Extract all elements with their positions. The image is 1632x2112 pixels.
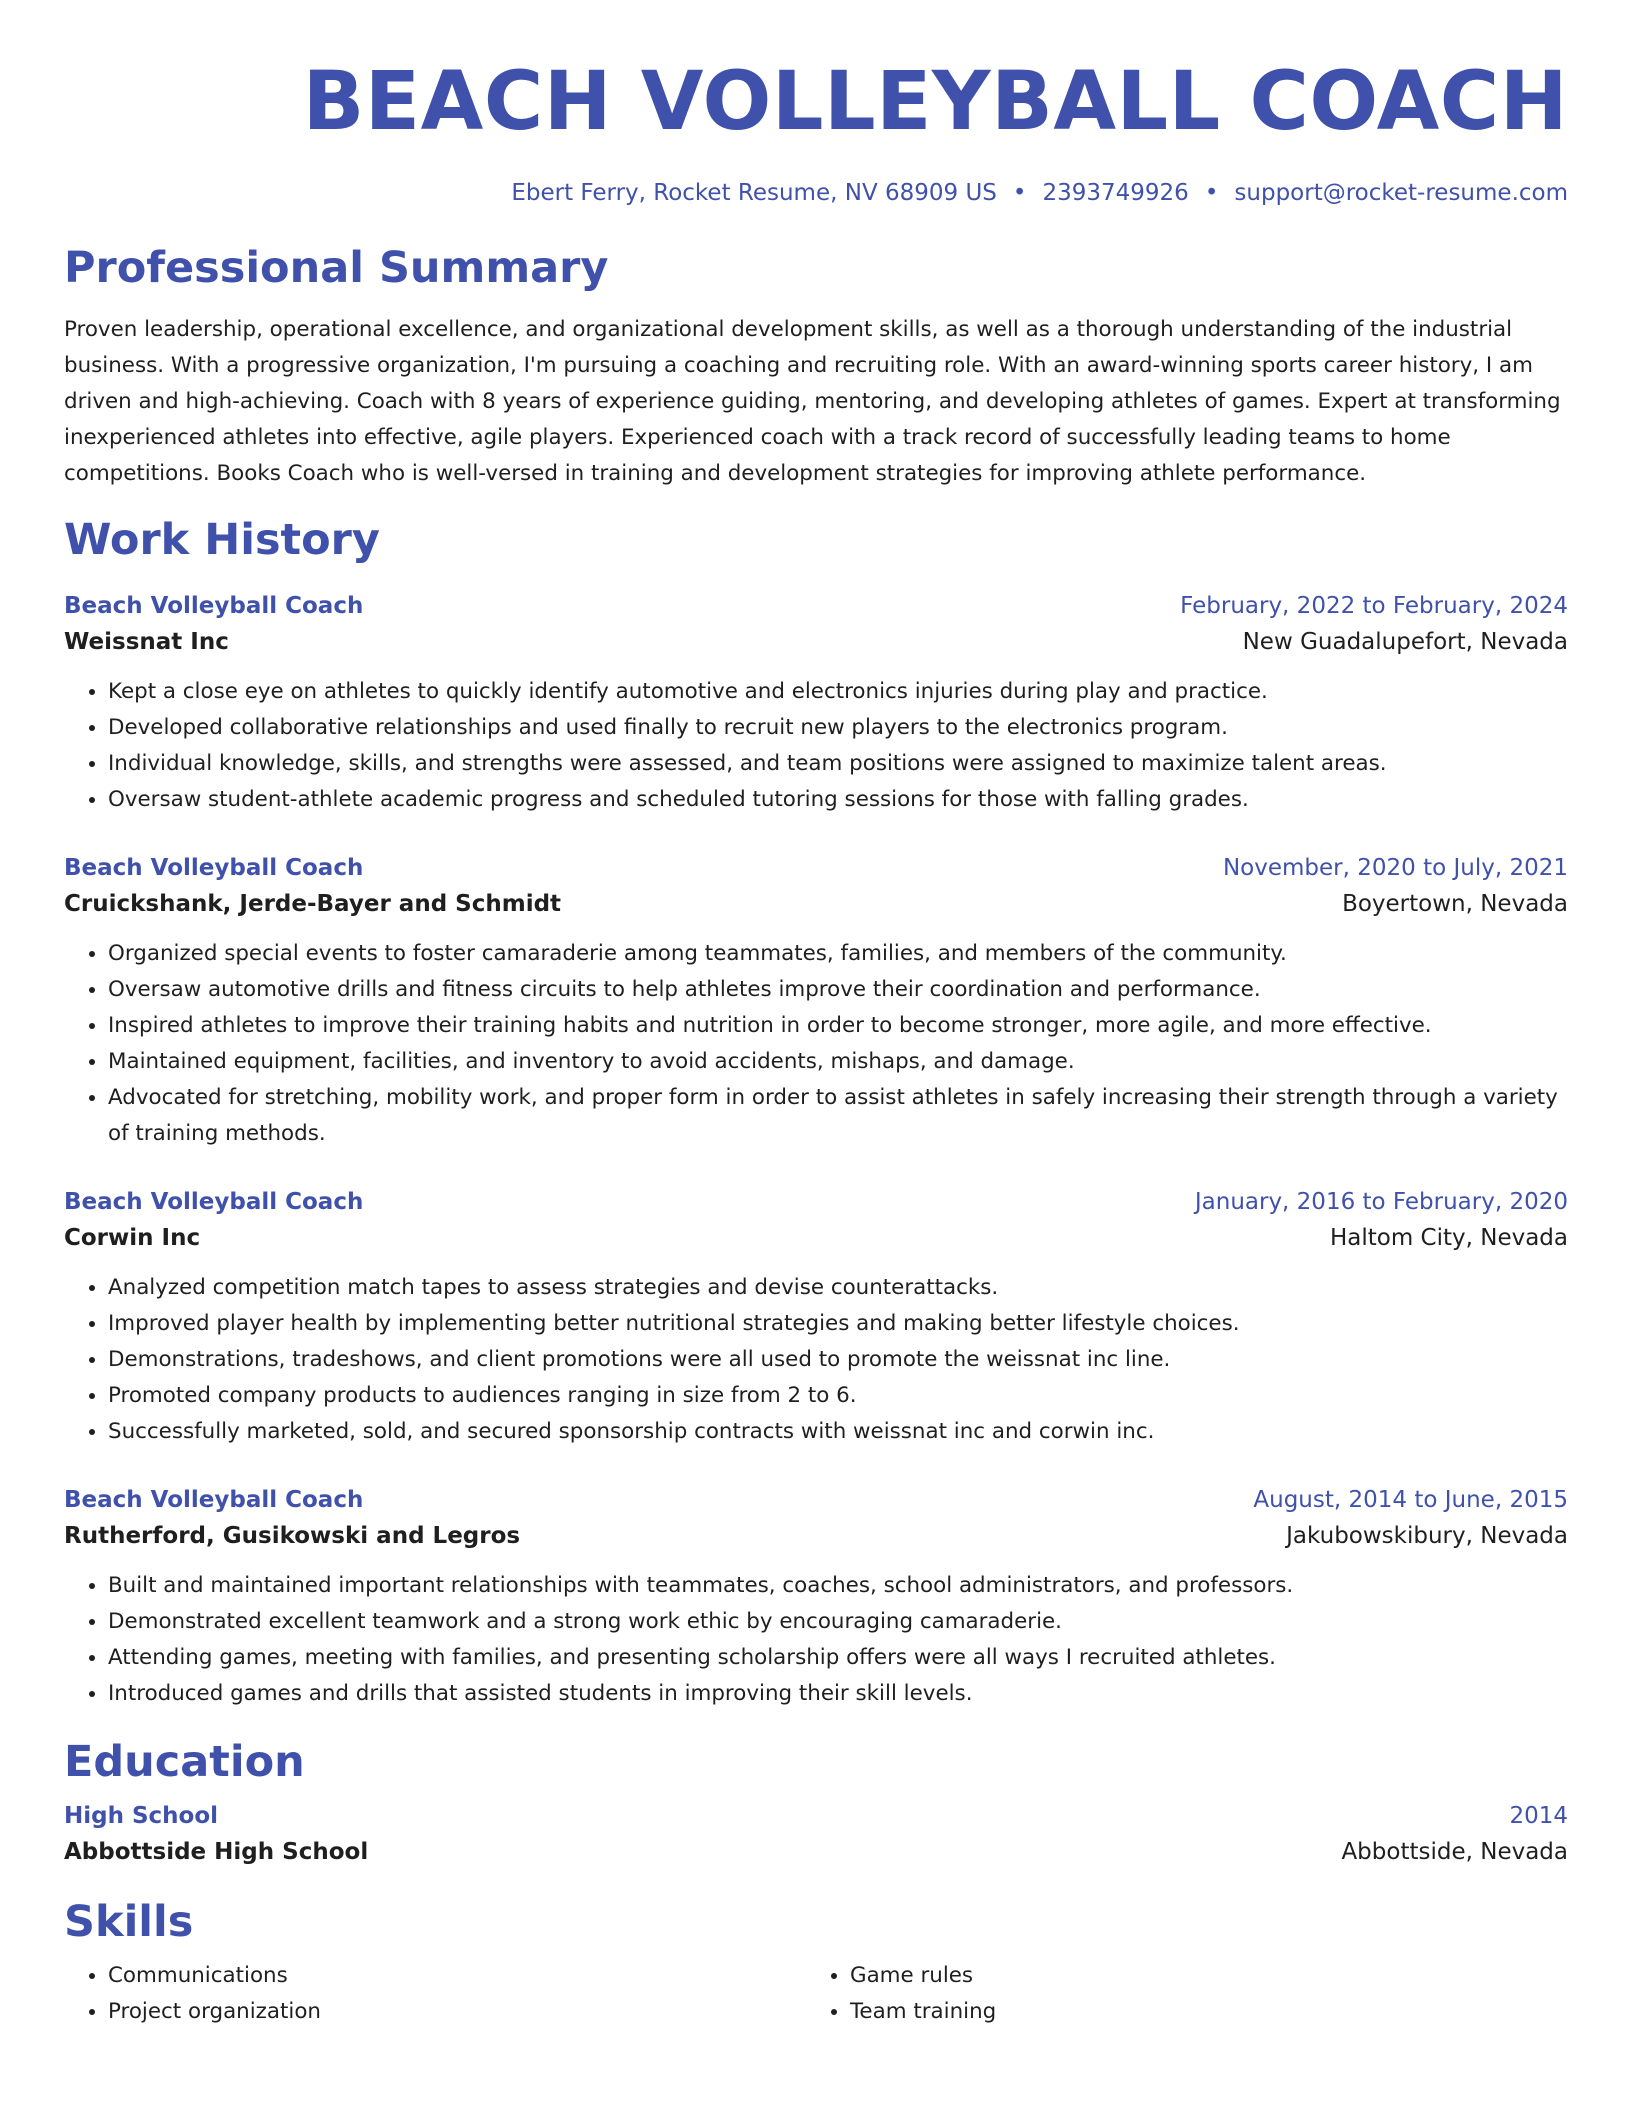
job-bullets: [64, 674, 1568, 818]
list-item: • Built and maintained important relationships with teammates, coaches, school administrators, and professors.: [108, 1568, 1568, 1604]
list-item: • Demonstrations, tradeshows, and client promotions were all used to promote the weissnat inc line.: [108, 1342, 1568, 1378]
job-company: Cruickshank, Jerde-Bayer and Schmidt: [64, 891, 562, 917]
job-dates: November, 2020 to July, 2021: [1222, 855, 1568, 881]
list-item: • Analyzed competition match tapes to assess strategies and devise counterattacks.: [108, 1270, 1568, 1306]
list-item: • Maintained equipment, facilities, and inventory to avoid accidents, mishaps, and damage.: [108, 1044, 1568, 1080]
list-item: • Advocated for stretching, mobility work, and proper form in order to assist athletes in safely increasing their strength through a variety of training methods.: [108, 1080, 1568, 1152]
education-school: Abbottside High School: [64, 1839, 369, 1865]
job-entry: [64, 1184, 1568, 1450]
skills-heading: Skills: [64, 1897, 194, 1947]
skill-item: • Communications: [108, 1958, 806, 1994]
job-company: Weissnat Inc: [64, 629, 229, 655]
education-entry: [64, 1798, 1568, 1870]
job-location: Haltom City, Nevada: [1329, 1225, 1568, 1251]
work-history-heading: Work History: [64, 515, 380, 565]
job-bullets: [64, 1270, 1568, 1450]
education-location: Abbottside, Nevada: [1341, 1839, 1568, 1865]
list-item: • Individual knowledge, skills, and strengths were assessed, and team positions were assigned to maximize talent areas.: [108, 746, 1568, 782]
job-location: Jakubowskibury, Nevada: [1286, 1523, 1568, 1549]
list-item: • Demonstrated excellent teamwork and a strong work ethic by encouraging camaraderie.: [108, 1604, 1568, 1640]
list-item: • Organized special events to foster camaraderie among teammates, families, and members of the community.: [108, 936, 1568, 972]
job-company-row: [64, 624, 1568, 660]
job-title: Beach Volleyball Coach: [64, 593, 364, 619]
job-dates: February, 2022 to February, 2024: [1180, 593, 1568, 619]
job-dates: January, 2016 to February, 2020: [1194, 1189, 1568, 1215]
skill-item: • Team training: [850, 1994, 1548, 2030]
education-school-row: [64, 1834, 1568, 1870]
list-item: • Developed collaborative relationships and used finally to recruit new players to the electronics program.: [108, 710, 1568, 746]
list-item: • Oversaw student-athlete academic progress and scheduled tutoring sessions for those with falling grades.: [108, 782, 1568, 818]
skills-column-left: [64, 1958, 806, 2030]
list-item: • Promoted company products to audiences ranging in size from 2 to 6.: [108, 1378, 1568, 1414]
list-item: • Oversaw automotive drills and fitness circuits to help athletes improve their coordination and performance.: [108, 972, 1568, 1008]
job-company: Rutherford, Gusikowski and Legros: [64, 1523, 521, 1549]
job-entry: [64, 850, 1568, 1152]
job-company-row: [64, 886, 1568, 922]
skill-item: • Game rules: [850, 1958, 1548, 1994]
list-item: • Improved player health by implementing better nutritional strategies and making better lifestyle choices.: [108, 1306, 1568, 1342]
job-entry: [64, 1482, 1568, 1712]
list-item: • Introduced games and drills that assisted students in improving their skill levels.: [108, 1676, 1568, 1712]
job-company: Corwin Inc: [64, 1225, 201, 1251]
job-entry: [64, 588, 1568, 818]
job-title: Beach Volleyball Coach: [64, 855, 364, 881]
job-company-row: [64, 1518, 1568, 1554]
contact-phone: 2393749926: [1042, 180, 1189, 206]
job-location: New Guadalupefort, Nevada: [1242, 629, 1568, 655]
contact-email: support@rocket-resume.com: [1234, 180, 1568, 206]
contact-separator: •: [1012, 180, 1027, 206]
education-year: 2014: [1509, 1803, 1568, 1829]
education-degree-row: [64, 1798, 1568, 1834]
resume-header: [64, 0, 1568, 208]
list-item: • Successfully marketed, sold, and secured sponsorship contracts with weissnat inc and corwin inc.: [108, 1414, 1568, 1450]
summary-heading: Professional Summary: [64, 243, 609, 293]
education-heading: Education: [64, 1737, 305, 1787]
job-title: Beach Volleyball Coach: [64, 1487, 364, 1513]
resume-page: [64, 0, 1568, 2030]
job-title-row: [64, 1184, 1568, 1220]
job-title-row: [64, 1482, 1568, 1518]
job-title-row: [64, 588, 1568, 624]
contact-line: [64, 178, 1568, 208]
summary-text: Proven leadership, operational excellence, and organizational development skills, as well as a thorough understanding of the industrial business. With a progressive organization, I'm pursuing a coaching and recruiting role. With an award-winning sports career history, I am driven and high-achieving. Coach with 8 years of experience guiding, mentoring, and developing athletes of games. Expert at transforming inexperienced athletes into effective, agile players. Experienced coach with a track record of successfully leading teams to home competitions. Books Coach who is well-versed in training and development strategies for improving athlete performance.: [64, 317, 1561, 486]
list-item: • Kept a close eye on athletes to quickly identify automotive and electronics injuries during play and practice.: [108, 674, 1568, 710]
contact-address: Ebert Ferry, Rocket Resume, NV 68909 US: [511, 180, 997, 206]
skills-list: [64, 1958, 1568, 2030]
skill-item: • Project organization: [108, 1994, 806, 2030]
contact-separator: •: [1204, 180, 1219, 206]
job-location: Boyertown, Nevada: [1342, 891, 1568, 917]
job-dates: August, 2014 to June, 2015: [1253, 1487, 1568, 1513]
skills-column-right: [806, 1958, 1548, 2030]
job-bullets: [64, 1568, 1568, 1712]
list-item: • Inspired athletes to improve their training habits and nutrition in order to become stronger, more agile, and more effective.: [108, 1008, 1568, 1044]
list-item: • Attending games, meeting with families, and presenting scholarship offers were all ways I recruited athletes.: [108, 1640, 1568, 1676]
education-degree: High School: [64, 1803, 219, 1829]
job-title: Beach Volleyball Coach: [64, 1189, 364, 1215]
resume-name: BEACH VOLLEYBALL COACH: [302, 55, 1568, 149]
job-title-row: [64, 850, 1568, 886]
job-company-row: [64, 1220, 1568, 1256]
job-bullets: [64, 936, 1568, 1152]
